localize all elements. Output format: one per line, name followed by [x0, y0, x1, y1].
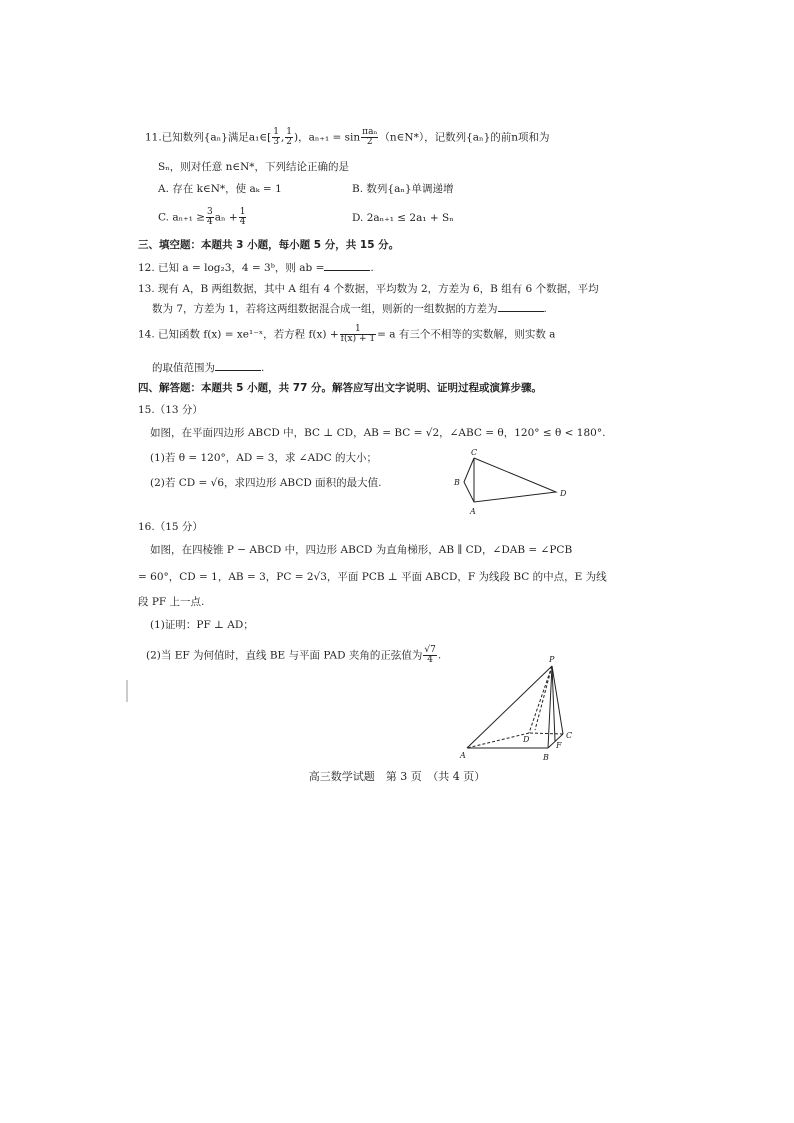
q12: 12. 已知 a = log₂3，4 = 3ᵇ，则 ab = .: [138, 262, 374, 274]
label-a: A: [460, 751, 466, 760]
answer-blank: [324, 260, 370, 271]
q11-option-a: A. 存在 k∈N*，使 aₖ = 1: [158, 183, 282, 195]
q14-line2: 的取值范围为 .: [152, 362, 265, 374]
q16-part1: (1)证明：PF ⊥ AD；: [150, 619, 254, 631]
q16-part2: (2)当 EF 为何值时，直线 BE 与平面 PAD 夹角的正弦值为 $\frac{√7}{4}$ .: [146, 645, 442, 665]
q11-line1: 11.已知数列{aₙ}满足a₁∈[ $\frac{1}{3}$ , $\frac{1}{2}$ )，aₙ₊₁ = sin $\frac{\text{πaₙ}}{2}$ （n∈N*），记数列{aₙ}的前n项和为: [145, 127, 550, 147]
scan-mark: [126, 680, 128, 702]
fraction: $\frac{3}{4}$: [207, 207, 213, 227]
fraction: $\frac{1}{3}$: [273, 127, 279, 147]
quadrilateral-outline: [464, 458, 556, 502]
q15-part2: (2)若 CD = √6，求四边形 ABCD 面积的最大值.: [150, 477, 382, 489]
q11-option-c: C. aₙ₊₁ ≥ $\frac{3}{4}$ aₙ + $\frac{1}{4}$: [158, 207, 246, 227]
q11-option-d: D. 2aₙ₊₁ ≤ 2a₁ + Sₙ: [352, 212, 454, 224]
section-heading-solutions: 四、解答题：本题共 5 小题，共 77 分。解答应写出文字说明、证明过程或演算步骤。: [138, 382, 543, 394]
label-c: C: [566, 731, 573, 740]
q11-number: 11.: [145, 131, 162, 144]
label-p: P: [549, 655, 555, 664]
answer-blank: [498, 301, 544, 312]
q11-line2: Sₙ，则对任意 n∈N*，下列结论正确的是: [158, 161, 350, 173]
label-b: B: [543, 753, 549, 762]
q16-stem-line2: = 60°，CD = 1，AB = 3，PC = 2√3，平面 PCB ⊥ 平面 ABCD，F 为线段 BC 的中点，E 为线: [138, 571, 607, 583]
label-a: A: [470, 507, 476, 516]
fraction: $\frac{1}{f(x) + 1}$: [340, 324, 376, 344]
fraction: $\frac{1}{2}$: [286, 127, 293, 147]
fraction: $\frac{1}{4}$: [239, 207, 246, 227]
q16-stem-line3: 段 PF 上一点.: [138, 596, 205, 608]
q15-header: 15.（13 分）: [138, 404, 203, 416]
quadrilateral-figure: [440, 444, 580, 520]
label-d: D: [523, 735, 530, 744]
q16-stem-line1: 如图，在四棱锥 P − ABCD 中，四边形 ABCD 为直角梯形，AB ∥ CD，∠DAB = ∠PCB: [150, 544, 573, 556]
q14-line1: 14. 已知函数 f(x) = xe¹⁻ˣ，若方程 f(x) + $\frac{1}{f(x) + 1}$ = a 有三个不相等的实数解，则实数 a: [138, 324, 556, 344]
answer-blank: [215, 360, 261, 371]
label-c: C: [471, 448, 478, 457]
label-f: F: [556, 741, 562, 750]
q16-header: 16.（15 分）: [138, 521, 203, 533]
section-heading-fill-in: 三、填空题：本题共 3 小题，每小题 5 分，共 15 分。: [138, 239, 400, 251]
page-footer: 高三数学试题 第 3 页 （共 4 页）: [308, 770, 486, 783]
pyramid-figure: [455, 652, 590, 764]
q15-part1: (1)若 θ = 120°，AD = 3，求 ∠ADC 的大小；: [150, 452, 377, 464]
fraction: $\frac{\text{πaₙ}}{2}$: [362, 127, 378, 147]
label-b: B: [454, 478, 460, 487]
label-d: D: [560, 489, 567, 498]
q13-line2: 数为 7，方差为 1，若将这两组数据混合成一组，则新的一组数据的方差为 .: [152, 303, 547, 315]
q15-stem: 如图，在平面四边形 ABCD 中，BC ⊥ CD，AB = BC = √2，∠ABC = θ，120° ≤ θ < 180°.: [150, 427, 606, 439]
q13-line1: 13. 现有 A，B 两组数据，其中 A 组有 4 个数据，平均数为 2，方差为 6，B 组有 6 个数据，平均: [138, 283, 599, 295]
fraction: $\frac{√7}{4}$: [424, 645, 436, 665]
q11-option-b: B. 数列{aₙ}单调递增: [352, 183, 454, 195]
